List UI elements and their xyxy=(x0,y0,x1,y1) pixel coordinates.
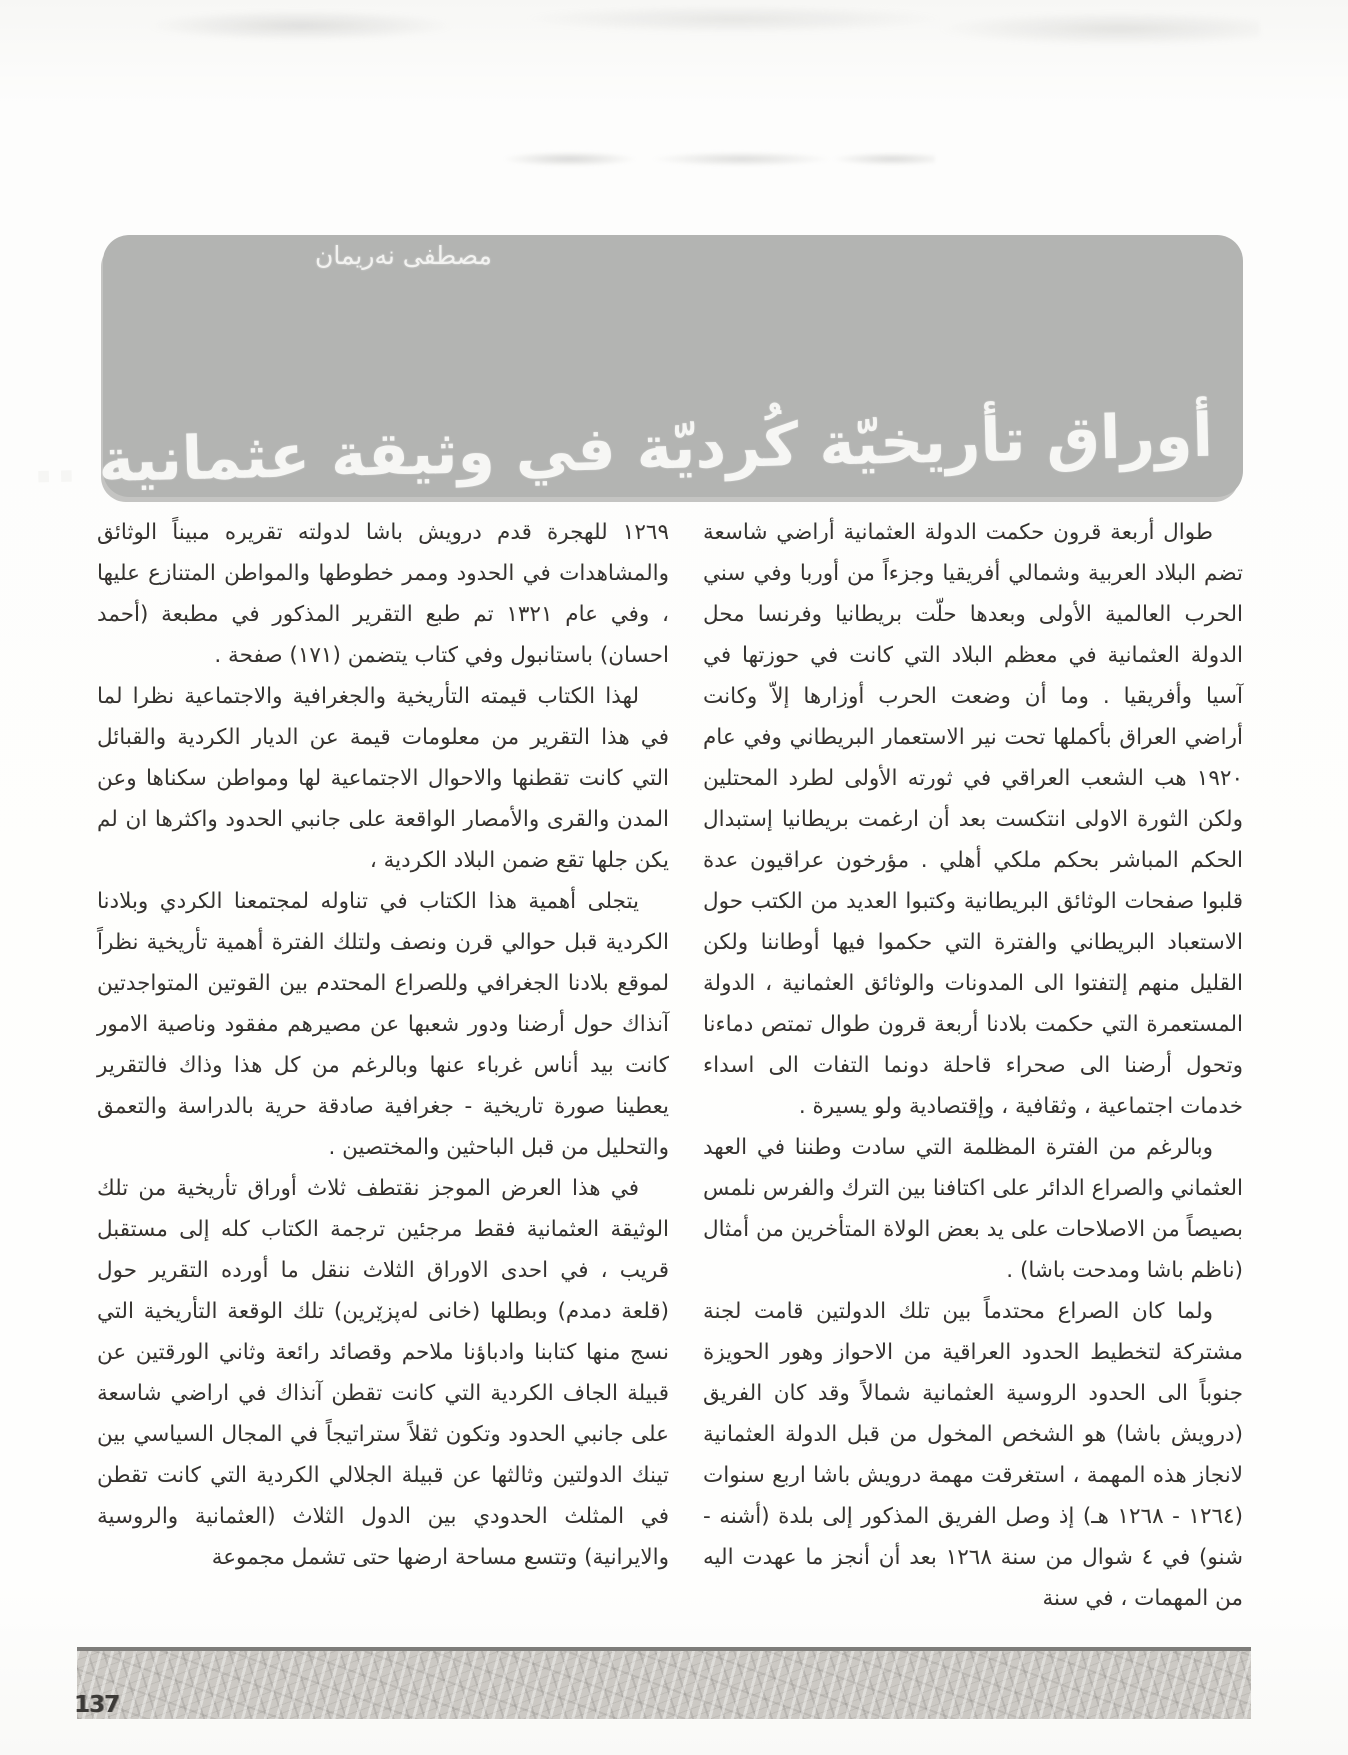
paragraph: ولما كان الصراع محتدماً بين تلك الدولتين قامت لجنة مشتركة لتخطيط الحدود العراقية من الاحواز وهور الحويزة جنوباً الى الحدود الروسية العثمانية شمالاً وقد كان الفريق (درويش باشا) هو الشخص المخول من قبل الدولة العثمانية لانجاز هذه المهمة ، استغرقت مهمة درويش باشا اربع سنوات (١٢٦٤ - ١٢٦٨ هـ) إذ وصل الفريق المذكور إلى بلدة (أشنه - شنو) في ٤ شوال من سنة ١٢٦٨ بعد أن أنجز ما عهدت اليه من المهمات ، في سنة xyxy=(703,1299,1243,1611)
footer-band xyxy=(77,1647,1251,1719)
paragraph: ١٢٦٩ للهجرة قدم درويش باشا لدولته تقريره مبيناً الوثائق والمشاهدات في الحدود وممر خطوطها والمواطن المتنازع عليها ، وفي عام ١٣٢١ تم طبع التقرير المذكور في مطبعة (أحمد احسان) باستانبول وفي كتاب يتضمن (١٧١) صفحة . xyxy=(97,520,669,668)
paragraph: يتجلى أهمية هذا الكتاب في تناوله لمجتمعنا الكردي وبلادنا الكردية قبل حوالي قرن ونصف ولتلك الفترة أهمية تأريخية نظراً لموقع بلادنا الجغرافي وللصراع المحتدم بين القوتين المتواجدتين آنذاك حول أرضنا ودور شعبها عن مصيرهم مفقود وناصية الامور كانت بيد أناس غرباء عنها وبالرغم من كل هذا وذاك فالتقرير يعطينا صورة تاريخية - جغرافية صادقة حرية بالدراسة والتعمق والتحليل من قبل الباحثين والمختصين . xyxy=(97,889,669,1160)
article-title: أوراق تأريخيّة كُرديّة في وثيقة عثمانية .. xyxy=(31,400,1214,498)
column-left xyxy=(97,512,669,1578)
column-right xyxy=(703,512,1243,1619)
paragraph: في هذا العرض الموجز نقتطف ثلاث أوراق تأريخية من تلك الوثيقة العثمانية فقط مرجئين ترجمة الكتاب كله إلى مستقبل قريب ، في احدى الاوراق الثلاث ننقل ما أورده التقرير حول (قلعة دمدم) وبطلها (خانى له‌پزێرين) تلك الوقعة التأريخية التي نسج منها كتابنا وادباؤنا ملاحم وقصائد رائعة وثاني الورقتين عن قبيلة الجاف الكردية التي كانت تقطن آنذاك في اراضي شاسعة على جانبي الحدود وتكون ثقلاً ستراتيجاً في المجال السياسي بين تينك الدولتين وثالثها عن قبيلة الجلالي الكردية التي كانت تقطن في المثلث الحدودي بين الدول الثلاث (العثمانية والروسية والايرانية) وتتسع مساحة ارضها حتى تشمل مجموعة xyxy=(97,1176,669,1570)
scan-smudge-mid xyxy=(505,146,935,172)
page-number: 137 xyxy=(74,1692,120,1718)
paragraph: لهذا الكتاب قيمته التأريخية والجغرافية والاجتماعية نظرا لما في هذا التقرير من معلومات قيمة عن الديار الكردية والقبائل التي كانت تقطنها والاحوال الاجتماعية لها ومواطن سكناها وعن المدن والقرى والأمصار الواقعة على جانبي الحدود واكثرها ان لم يكن جلها تقع ضمن البلاد الكردية ، xyxy=(97,684,669,873)
author-name: مصطفى نه‌ريمان xyxy=(315,241,492,270)
title-banner xyxy=(31,235,1243,498)
paragraph: وبالرغم من الفترة المظلمة التي سادت وطننا في العهد العثماني والصراع الدائر على اكتافنا بين الترك والفرس نلمس بصيصاً من الاصلاحات على يد بعض الولاة المتأخرين من أمثال (ناظم باشا ومدحت باشا) . xyxy=(703,1135,1243,1283)
scan-smudge-top xyxy=(90,0,1260,64)
paragraph: طوال أربعة قرون حكمت الدولة العثمانية أراضي شاسعة تضم البلاد العربية وشمالي أفريقيا وجزءاً من أوربا وفي سني الحرب العالمية الأولى وبعدها حلّت بريطانيا وفرنسا محل الدولة العثمانية في معظم البلاد التي كانت في حوزتها في آسيا وأفريقيا . وما أن وضعت الحرب أوزارها إلاّ وكانت أراضي العراق بأكملها تحت نير الاستعمار البريطاني وفي عام ١٩٢٠ هب الشعب العراقي في ثورته الأولى لطرد المحتلين ولكن الثورة الاولى انتكست بعد أن ارغمت بريطانيا إستبدال الحكم المباشر بحكم ملكي أهلي . مؤرخون عراقيون عدة قلبوا صفحات الوثائق البريطانية وكتبوا العديد من الكتب حول الاستعباد البريطاني والفترة التي حكموا فيها أوطاننا ولكن القليل منهم إلتفتوا الى المدونات والوثائق العثمانية ، الدولة المستعمرة التي حكمت بلادنا أربعة قرون طوال تمتص دماءنا وتحول أرضنا الى صحراء قاحلة دونما التفات الى اسداء خدمات اجتماعية ، وثقافية ، وإقتصادية ولو يسيرة . xyxy=(703,520,1243,1119)
